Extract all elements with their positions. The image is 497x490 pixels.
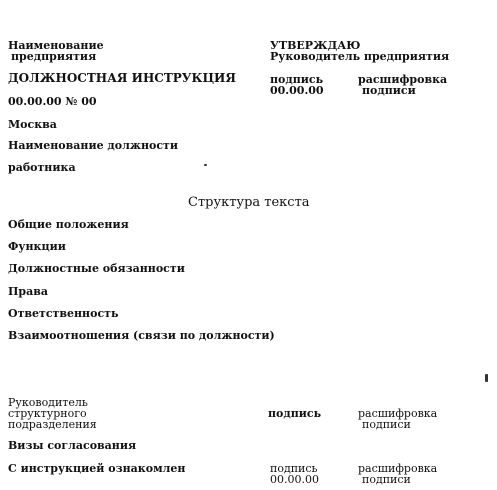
scan-speck [204,164,207,166]
acquainted-date: 00.00.00 [270,473,319,486]
city: Москва [8,118,57,131]
unit-head-line3: подразделения [8,418,97,431]
structure-heading: Структура текста [188,195,310,210]
visas-label: Визы согласования [8,439,137,452]
acquainted-decode-label-line2: подписи [362,473,411,486]
unit-head-line2: структурного [8,407,87,420]
section-item: Должностные обязанности [8,262,185,275]
unit-decode-label-line2: подписи [362,418,411,431]
unit-head-line1: Руководитель [8,396,88,409]
approve-date: 00.00.00 [270,84,324,97]
position-line2: работника [8,161,76,174]
approve-decode-label-line1: расшифровка [358,73,448,86]
section-item: Права [8,285,48,298]
approve-title: УТВЕРЖДАЮ [270,39,361,52]
position-line1: Наименование должности [8,139,179,152]
org-name-line2: предприятия [11,50,97,63]
scan-speck [485,374,488,382]
org-name-line1: Наименование [8,39,104,52]
acquainted-label: С инструкцией ознакомлен [8,462,186,475]
unit-decode-label-line1: расшифровка [358,407,438,420]
section-item: Взаимоотношения (связи по должности) [8,329,275,342]
approve-head: Руководитель предприятия [270,50,450,63]
approve-decode-label-line2: подписи [362,84,416,97]
section-item: Ответственность [8,307,119,320]
section-item: Общие положения [8,218,129,231]
section-item: Функции [8,240,66,253]
approve-sign-label: подпись [270,73,324,86]
acquainted-sign-label: подпись [270,462,318,475]
doc-title: ДОЛЖНОСТНАЯ ИНСТРУКЦИЯ [8,71,236,85]
acquainted-decode-label-line1: расшифровка [358,462,438,475]
doc-number: 00.00.00 № 00 [8,95,97,108]
unit-sign-label: подпись [268,407,322,420]
